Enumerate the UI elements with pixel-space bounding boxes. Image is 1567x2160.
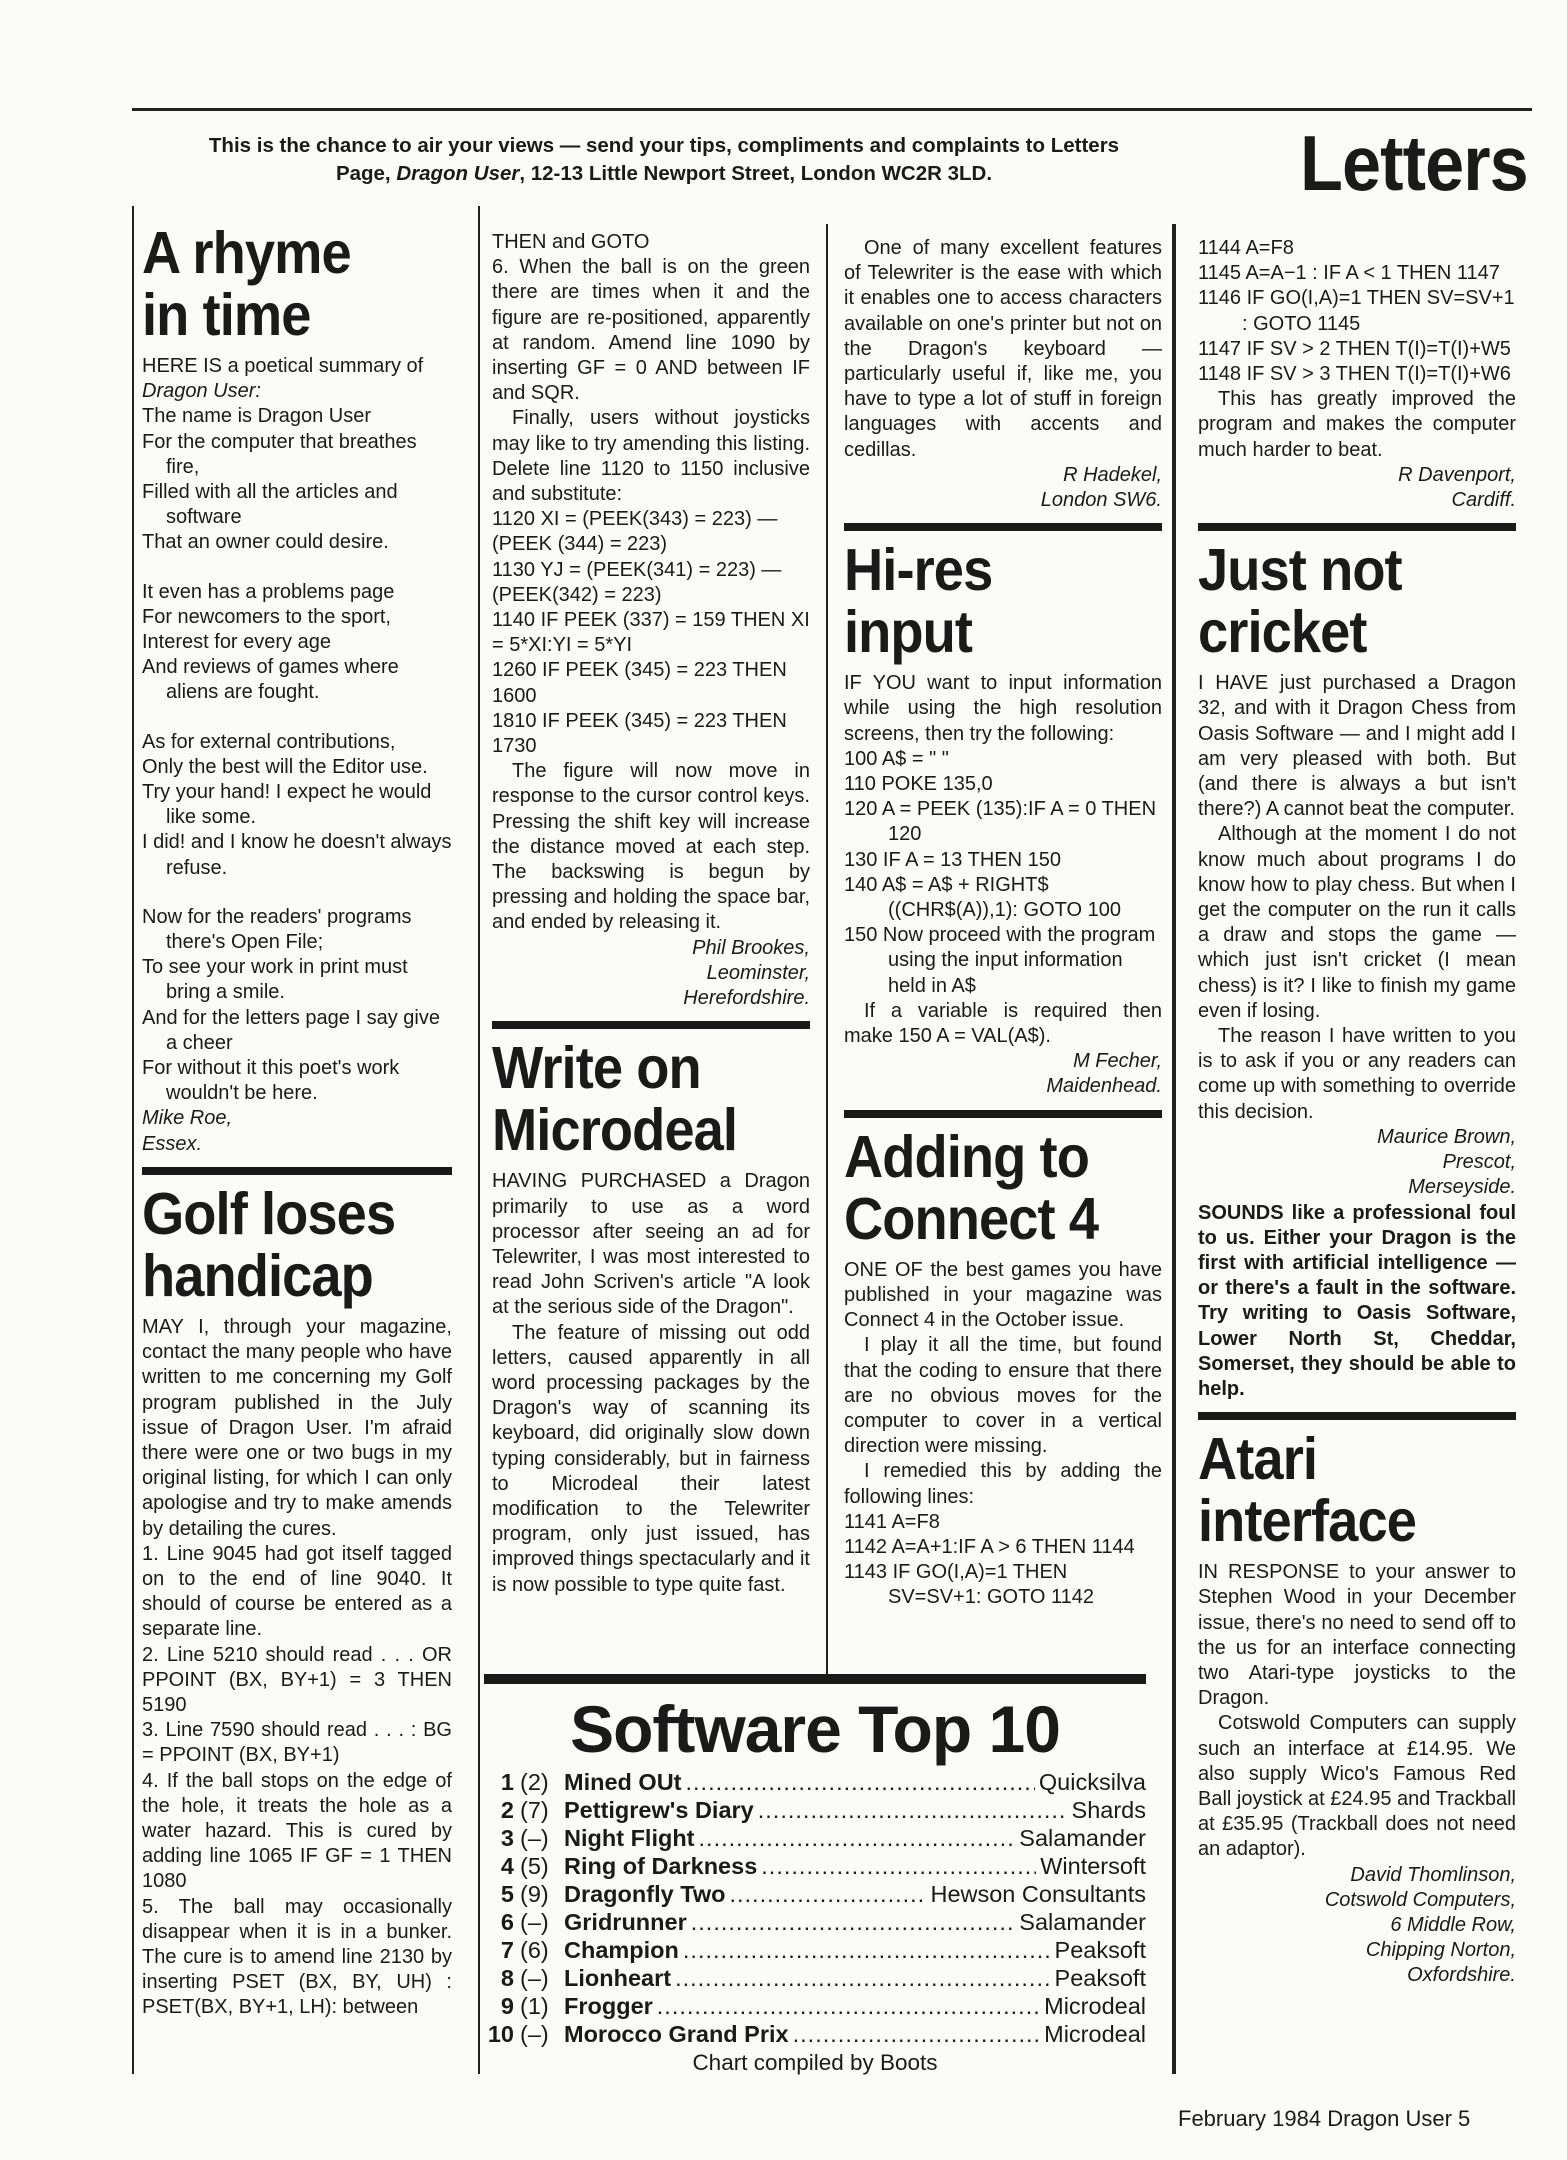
top10-name: Ring of Darkness [564, 1853, 758, 1879]
poem-line: To see your work in print must bring a smile. [142, 956, 408, 1004]
code-line: 1130 YJ = (PEEK(341) = 223) — (PEEK(342) = 223) [492, 558, 782, 606]
signature: Mike Roe, [142, 1107, 233, 1130]
top10-leader [761, 1852, 1036, 1880]
golf-para: 2. Line 5210 should read . . . OR PPOINT (BX, BY+1) = 3 THEN 5190 [142, 1643, 452, 1716]
golf-para: 1. Line 9045 had got itself tagged on to the end of line 9040. It should of course be entered as a separate line. [142, 1542, 452, 1641]
top10-row [484, 1992, 1146, 2020]
golf-para: MAY I, through your magazine, contact the many people who have written to me concerning my Golf program published in the July issue of Dragon User. I'm afraid there were one or two bugs in my original listing, for which I can only apologise and try to make amends by detailing the cures. [142, 1315, 452, 1540]
microdeal-headline: Write on Microdeal [492, 1035, 738, 1164]
top10-publisher: Peaksoft [1054, 1965, 1146, 1991]
code-line: 1145 A=A−1 : IF A < 1 THEN 1147 [1198, 262, 1500, 285]
poem-line: For without it this poet's work wouldn't be here. [142, 1057, 400, 1105]
code-line: 1810 IF PEEK (345) = 223 THEN 1730 [492, 709, 787, 758]
cricket-para: I HAVE just purchased a Dragon 32, and with it Dragon Chess from Oasis Software — and I might add I am very pleased with both. But (and there is always a but isn't there?) A cannot beat the computer. [1198, 672, 1516, 821]
signature: Essex. [142, 1132, 203, 1155]
poem-line: That an owner could desire. [142, 531, 389, 554]
top10-rank: 4 [500, 1853, 514, 1879]
intro-line-2 [134, 160, 1194, 188]
top10-rank: 1 [500, 1769, 514, 1795]
code-line: 1142 A=A+1:IF A > 6 THEN 1144 [844, 1535, 1135, 1558]
poem-line: As for external contributions, [142, 730, 396, 753]
top10-publisher: Microdeal [1044, 2021, 1146, 2047]
top10-name: Champion [564, 1937, 679, 1963]
code-line: 140 A$ = A$ + RIGHT$ ((CHR$(A)),1): GOTO 100 [844, 873, 1121, 922]
connect-para: I remedied this by adding the following lines: [844, 1460, 1162, 1508]
top10-publisher: Salamander [1019, 1825, 1146, 1851]
microdeal-para: One of many excellent features of Telewriter is the ease with which it enables one to access characters available on one's printer but not on the Dragon's keyboard — particularly useful if, like me, you have to type a lot of stuff in foreign languages with accents and cedillas. [844, 237, 1162, 461]
golf-code [492, 507, 810, 759]
connect-para: This has greatly improved the program and makes the computer much harder to beat. [1198, 388, 1516, 461]
top10-prev: (–) [520, 1965, 549, 1991]
top10-leader [686, 1768, 1035, 1796]
top10-credit: Chart compiled by Boots [692, 2050, 938, 2075]
top10-leader [675, 1964, 1050, 1992]
top10-prev: (–) [520, 1909, 549, 1935]
top10-leader [691, 1908, 1016, 1936]
top10-publisher: Salamander [1019, 1909, 1146, 1935]
signature: London SW6. [1040, 489, 1162, 512]
code-line: 1143 IF GO(I,A)=1 THEN SV=SV+1: GOTO 1142 [844, 1561, 1095, 1609]
top10-prev: (7) [520, 1797, 549, 1823]
section-bar [844, 523, 1162, 531]
top10-publisher: Shards [1071, 1797, 1146, 1823]
atari-para: IN RESPONSE to your answer to Stephen Wood in your December issue, there's no need to send off to the us for an interface connecting two Atari-type joysticks to the Dragon. [1198, 1561, 1516, 1710]
section-bar [1198, 1412, 1516, 1420]
column-2 [492, 230, 810, 1598]
software-top10 [484, 1674, 1146, 2078]
microdeal-para: HAVING PURCHASED a Dragon primarily to use as a word processor after seeing an ad for Telewriter, I was most interested to read John Scriven's article "A look at the serious side of the Dragon". [492, 1170, 810, 1319]
top10-publisher: Quicksilva [1038, 1769, 1146, 1795]
code-line: 1147 IF SV > 2 THEN T(I)=T(I)+W5 [1198, 337, 1511, 360]
poem-line: Now for the readers' programs there's Open File; [142, 905, 412, 954]
stanza-gap [142, 706, 452, 730]
signature: Merseyside. [1408, 1176, 1516, 1199]
signature: R Davenport, [1398, 463, 1516, 486]
code-line: 1144 A=F8 [1198, 237, 1294, 259]
hires-para: IF YOU want to input information while using the high resolution screens, then try the following: [844, 672, 1162, 745]
signature: Maidenhead. [1046, 1075, 1162, 1098]
top10-rank: 9 [500, 1993, 514, 2019]
golf-para: 4. If the ball stops on the edge of the hole, it treats the hole as a water hazard. This is cured by adding line 1065 IF GF = 1 THEN 1080 [142, 1769, 452, 1893]
intro-mag: Dragon User [396, 162, 520, 185]
connect-headline: Adding to Connect 4 [844, 1123, 1099, 1252]
top10-leader [793, 2020, 1041, 2048]
signature: Prescot, [1442, 1151, 1516, 1174]
top10-row [484, 1936, 1146, 1964]
top10-leader [657, 1992, 1040, 2020]
top10-leader [729, 1880, 926, 1908]
signature: Phil Brookes, [692, 936, 810, 959]
golf-headline: Golf loses handicap [142, 1180, 396, 1309]
section-bar [142, 1167, 452, 1175]
masthead: Letters [1300, 119, 1528, 207]
chart-bar [484, 1674, 1146, 1684]
section-bar [844, 1110, 1162, 1118]
hires-code [844, 747, 1162, 999]
atari-headline: Atari interface [1198, 1426, 1416, 1555]
code-line: 1260 IF PEEK (345) = 223 THEN 1600 [492, 659, 787, 707]
code-line: 120 A = PEEK (135):IF A = 0 THEN 120 [844, 798, 1157, 846]
top10-name: Night Flight [564, 1825, 695, 1851]
signature: Cardiff. [1451, 489, 1516, 512]
top10-name: Lionheart [564, 1965, 672, 1991]
hires-para: If a variable is required then make 150 A = VAL(A$). [844, 999, 1162, 1048]
top10-prev: (9) [520, 1881, 549, 1907]
signature: Chipping Norton, [1365, 1939, 1516, 1962]
column-3 [844, 236, 1162, 1611]
top10-rank: 8 [500, 1965, 514, 1991]
poem-line: Try your hand! I expect he would like some. [142, 781, 432, 829]
code-line: 100 A$ = " " [844, 747, 949, 770]
top10-row [484, 2020, 1146, 2048]
code-line: 130 IF A = 13 THEN 150 [844, 848, 1061, 871]
golf-para: The figure will now move in response to the cursor control keys. Pressing the shift key will increase the distance moved at each step. The backswing is begun by pressing and holding the space bar, and ended by releasing it. [492, 760, 810, 934]
section-bar [1198, 523, 1516, 531]
top10-publisher: Peaksoft [1054, 1937, 1146, 1963]
poem-line: Dragon User: [142, 380, 261, 403]
signature: Oxfordshire. [1407, 1964, 1516, 1987]
poem-line: HERE IS a poetical summary of [142, 355, 424, 377]
top10-publisher: Wintersoft [1040, 1853, 1146, 1879]
poem-line: Only the best will the Editor use. [142, 755, 428, 778]
top10-list [484, 1768, 1146, 2048]
connect-para: I play it all the time, but found that the coding to ensure that there are no obvious moves for the computer to cover in a vertical direction were missing. [844, 1334, 1162, 1458]
section-bar [492, 1021, 810, 1029]
cricket-para: Although at the moment I do not know much about programs I do know how to play chess. But when I get the computer on the run it calls a draw and stops the game — which just isn't cricket (I mean chess) is it? I like to finish my game even if losing. [1198, 823, 1516, 1022]
column-1 [142, 216, 452, 2021]
poem-line: For the computer that breathes fire, [142, 430, 417, 478]
top10-prev: (5) [520, 1853, 549, 1879]
poem-line: And for the letters page I say give a cheer [142, 1006, 440, 1054]
stanza-gap [142, 556, 452, 580]
golf-para: 3. Line 7590 should read . . . : BG = PPOINT (BX, BY+1) [142, 1719, 452, 1767]
connect-code-b [1198, 236, 1516, 387]
intro-text [134, 132, 1194, 188]
page-footer: February 1984 Dragon User 5 [1178, 2106, 1471, 2131]
intro-pre: Page, [335, 162, 397, 185]
top10-row [484, 1768, 1146, 1796]
signature: Herefordshire. [683, 987, 810, 1010]
top10-rank: 6 [500, 1909, 514, 1935]
top10-prev: (6) [520, 1937, 549, 1963]
hires-headline: Hi-res input [844, 537, 993, 666]
signature: M Fecher, [1073, 1050, 1162, 1073]
top10-name: Mined OUt [564, 1769, 682, 1795]
top10-name: Pettigrew's Diary [564, 1797, 754, 1823]
cricket-para: The reason I have written to you is to ask if you or any readers can come up with something to override this decision. [1198, 1025, 1516, 1123]
top10-row [484, 1852, 1146, 1880]
signature: David Thomlinson, [1350, 1863, 1516, 1886]
top10-prev: (–) [520, 2021, 549, 2047]
column-4 [1198, 236, 1516, 1989]
top10-name: Frogger [564, 1993, 653, 2019]
code-line: 1141 A=F8 [844, 1510, 940, 1533]
top10-row [484, 1796, 1146, 1824]
golf-para: 6. When the ball is on the green there are times when it and the figure are re-positioned, apparently at random. Amend line 1090 by inserting GF = 0 AND between IF and SQR. [492, 256, 810, 405]
code-line: 110 POKE 135,0 [844, 773, 993, 796]
top10-row [484, 1824, 1146, 1852]
top10-name: Gridrunner [564, 1909, 687, 1935]
signature: Leominster, [706, 961, 810, 984]
intro-post: , 12-13 Little Newport Street, London WC2R 3LD. [519, 162, 993, 185]
top10-row [484, 1908, 1146, 1936]
column-frame-4 [1172, 224, 1176, 2074]
golf-para: Finally, users without joysticks may like to try amending this listing. Delete line 1120 to 1150 inclusive and substitute: [492, 407, 810, 506]
editor-reply: SOUNDS like a professional foul to us. Either your Dragon is the first with artificial intelligence — or there's a fault in the software. Try writing to Oasis Software, Lower North St, Cheddar, Somerset, they should be able to help. [1198, 1201, 1516, 1400]
poem-line: I did! and I know he doesn't always refuse. [142, 831, 452, 879]
signature: 6 Middle Row, [1390, 1913, 1516, 1936]
top10-prev: (2) [520, 1769, 549, 1795]
poem-line: It even has a problems page [142, 580, 395, 603]
poem-line: The name is Dragon User [142, 405, 371, 428]
top10-rank: 7 [500, 1937, 514, 1963]
top10-leader [758, 1796, 1068, 1824]
code-line: 1148 IF SV > 3 THEN T(I)=T(I)+W6 [1198, 363, 1511, 386]
poem-line: Filled with all the articles and software [142, 481, 398, 529]
top10-row [484, 1964, 1146, 1992]
golf-para: THEN and GOTO [492, 231, 650, 253]
top10-leader [699, 1824, 1016, 1852]
poem-line: Interest for every age [142, 631, 331, 654]
top10-rank: 5 [500, 1881, 514, 1907]
poem-line: For newcomers to the sport, [142, 605, 391, 628]
cricket-headline: Just not cricket [1198, 537, 1402, 666]
code-line: 150 Now proceed with the program using the input information held in A$ [844, 924, 1156, 997]
top10-prev: (–) [520, 1825, 549, 1851]
signature: Cotswold Computers, [1324, 1888, 1516, 1911]
top10-name: Morocco Grand Prix [564, 2021, 789, 2047]
golf-para: 5. The ball may occasionally disappear when it is in a bunker. The cure is to amend line 2130 by inserting PSET (BX, BY, UH) : PSET(BX, BY+1, LH): between [142, 1895, 452, 2019]
top10-row [484, 1880, 1146, 1908]
stanza-gap [142, 881, 452, 905]
top-rule [132, 108, 1532, 111]
connect-para: ONE OF the best games you have published in your magazine was Connect 4 in the October issue. [844, 1258, 1162, 1332]
signature: Maurice Brown, [1377, 1125, 1516, 1148]
top10-rank: 3 [500, 1825, 514, 1851]
microdeal-para: The feature of missing out odd letters, caused apparently in all word processing packages by the Dragon's way of scanning its keyboard, did originally slow down typing considerably, but in fairness to Microdeal their latest modification to the Telewriter program, only just issued, has improved things spectacularly and it is now possible to type quite fast. [492, 1321, 810, 1596]
rhyme-headline: A rhyme in time [142, 220, 351, 348]
code-line: 1120 XI = (PEEK(343) = 223) — (PEEK (344) = 223) [492, 508, 778, 556]
code-line: 1146 IF GO(I,A)=1 THEN SV=SV+1 : GOTO 1145 [1198, 287, 1515, 335]
top10-leader [683, 1936, 1051, 1964]
intro-line-1: This is the chance to air your views — send your tips, compliments and complaints to Letters [208, 134, 1120, 157]
top10-publisher: Microdeal [1044, 1993, 1146, 2019]
top10-title: Software Top 10 [570, 1692, 1060, 1766]
top10-publisher: Hewson Consultants [930, 1881, 1146, 1907]
code-line: 1140 IF PEEK (337) = 159 THEN XI = 5*XI:YI = 5*YI [492, 609, 810, 657]
top10-rank: 10 [487, 2021, 514, 2047]
poem-line: And reviews of games where aliens are fought. [142, 656, 399, 704]
top10-rank: 2 [500, 1797, 514, 1823]
top10-prev: (1) [520, 1993, 549, 2019]
signature: R Hadekel, [1063, 463, 1162, 486]
connect-code-a [844, 1510, 1162, 1611]
top10-name: Dragonfly Two [564, 1881, 726, 1907]
atari-para: Cotswold Computers can supply such an interface at £14.95. We also supply Wico's Famous Red Ball joystick at £24.95 and Trackball at £35.95 (Trackball does not need an adaptor). [1198, 1712, 1516, 1861]
